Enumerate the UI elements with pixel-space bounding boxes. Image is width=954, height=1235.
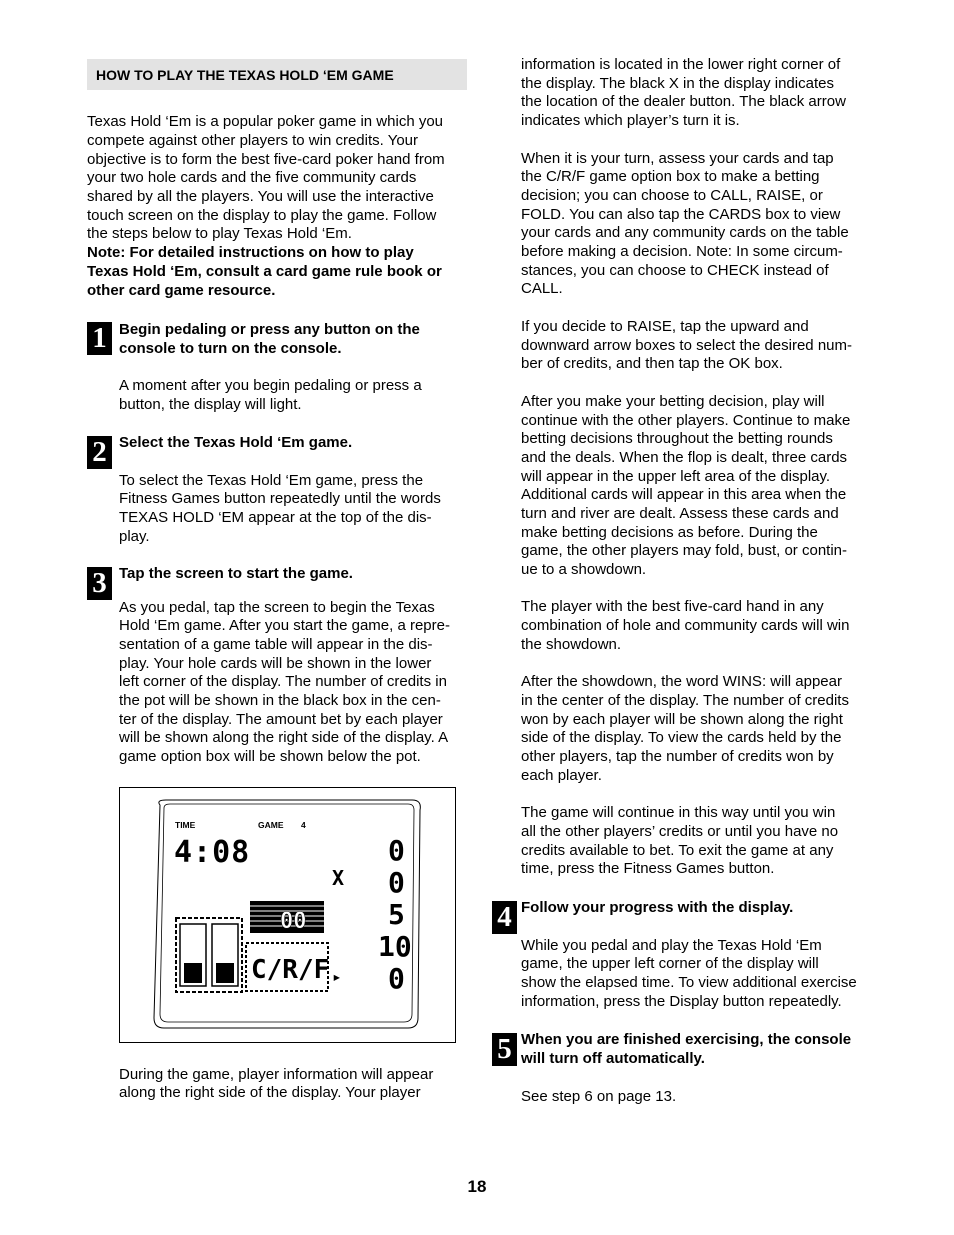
right-line: in the center of the display. The number of credits: [521, 692, 849, 709]
display-game-label: GAME: [258, 820, 284, 830]
step-3-body: play. Your hole cards will be shown in the lower: [119, 655, 432, 672]
right-line: ber of credits, and then tap the OK box.: [521, 355, 783, 372]
step-3-body: game option box will be shown below the pot.: [119, 748, 421, 765]
right-line: After you make your betting decision, play will: [521, 393, 825, 410]
right-line: and the deals. When the flop is dealt, three cards: [521, 449, 848, 466]
note-line: Note: For detailed instructions on how to play: [87, 244, 414, 261]
intro-line: Texas Hold ‘Em is a popular poker game in which you: [87, 113, 444, 130]
right-line: the display. The black X in the display indicates: [521, 75, 834, 92]
intro-line: compete against other players to win credits. Your: [87, 132, 419, 149]
step-1-heading: Begin pedaling or press any button on the: [119, 321, 420, 338]
step-5-heading: When you are finished exercising, the console: [521, 1031, 852, 1048]
right-line: the location of the dealer button. The black arrow: [521, 93, 846, 110]
right-line: will appear in the upper left area of the display.: [521, 468, 831, 485]
step-1-body: A moment after you begin pedaling or press a: [119, 377, 422, 394]
section-title: HOW TO PLAY THE TEXAS HOLD ‘EM GAME: [96, 67, 394, 83]
after-display-text: along the right side of the display. Your player: [119, 1084, 421, 1101]
right-line: combination of hole and community cards will win: [521, 617, 850, 634]
step-1-body: button, the display will light.: [119, 396, 302, 413]
after-display-text: During the game, player information will appear: [119, 1066, 434, 1083]
display-time-label: TIME: [175, 820, 196, 830]
step-4-body: game, the upper left corner of the display will: [521, 955, 819, 972]
intro-line: the steps below to play Texas Hold ‘Em.: [87, 225, 352, 242]
right-line: The player with the best five-card hand in any: [521, 598, 824, 615]
dealer-button-marker: X: [332, 866, 345, 890]
right-line: other players, tap the number of credits won by: [521, 748, 834, 765]
step-2-body: Fitness Games button repeatedly until the words: [119, 490, 441, 507]
step-5-heading: will turn off automatically.: [521, 1050, 705, 1067]
right-line: information is located in the lower right corner of: [521, 56, 841, 73]
step-2-body: To select the Texas Hold ‘Em game, press the: [119, 472, 424, 489]
player-credits: 0: [388, 962, 405, 995]
note-line: Texas Hold ‘Em, consult a card game rule book or: [87, 263, 442, 280]
step-3-body: Hold ‘Em game. After you start the game, a repre-: [119, 617, 450, 634]
step-2-body: TEXAS HOLD ‘EM appear at the top of the dis-: [119, 509, 432, 526]
step-3-body: As you pedal, tap the screen to begin the Texas: [119, 599, 435, 616]
hole-card-suit: [216, 963, 234, 983]
player-credits: 5: [388, 898, 405, 931]
player-credits: 0: [388, 834, 405, 867]
pot-credits: 00: [280, 909, 307, 934]
right-line: time, press the Fitness Games button.: [521, 860, 775, 877]
console-display-illustration: [119, 787, 456, 1043]
right-line: Additional cards will appear in this area when the: [521, 486, 847, 503]
step-5-body: See step 6 on page 13.: [521, 1088, 677, 1105]
right-line: before making a decision. Note: In some circum-: [521, 243, 843, 260]
step-2-body: play.: [119, 528, 150, 545]
right-line: won by each player will be shown along the right: [521, 711, 843, 728]
step-number-5: 5: [492, 1033, 517, 1066]
right-line: CALL.: [521, 280, 563, 297]
player-credits: 0: [388, 866, 405, 899]
step-1-heading: console to turn on the console.: [119, 340, 342, 357]
step-number-4: 4: [492, 901, 517, 934]
step-4-body: show the elapsed time. To view additional exercise: [521, 974, 857, 991]
step-4-body: information, press the Display button repeatedly.: [521, 993, 842, 1010]
step-3-body: left corner of the display. The number of credits in: [119, 673, 447, 690]
intro-line: your two hole cards and the five community cards: [87, 169, 417, 186]
lcd-screen: [120, 788, 454, 1041]
right-line: side of the display. To view the cards held by the: [521, 729, 842, 746]
step-3-heading: Tap the screen to start the game.: [119, 565, 353, 582]
right-line: make betting decisions as before. During the: [521, 524, 818, 541]
right-line: ue to a showdown.: [521, 561, 647, 578]
turn-arrow-icon: ▸: [332, 967, 342, 986]
right-line: your cards and any community cards on the table: [521, 224, 849, 241]
right-line: betting decisions throughout the betting rounds: [521, 430, 833, 447]
right-line: After the showdown, the word WINS: will appear: [521, 673, 842, 690]
option-box-label[interactable]: C/R/F: [251, 955, 330, 985]
note-line: other card game resource.: [87, 282, 276, 299]
step-2-heading: Select the Texas Hold ‘Em game.: [119, 434, 353, 451]
step-3-body: ter of the display. The amount bet by each player: [119, 711, 443, 728]
right-line: downward arrow boxes to select the desired num-: [521, 337, 852, 354]
right-line: credits available to bet. To exit the game at any: [521, 842, 834, 859]
right-line: The game will continue in this way until you win: [521, 804, 836, 821]
intro-line: shared by all the players. You will use the interactive: [87, 188, 434, 205]
display-game-value: 4: [301, 820, 306, 830]
player-credits: 10: [378, 930, 412, 963]
right-line: When it is your turn, assess your cards and tap: [521, 150, 834, 167]
step-number-3: 3: [87, 567, 112, 600]
right-line: stances, you can choose to CHECK instead of: [521, 262, 829, 279]
right-line: all the other players’ credits or until you have no: [521, 823, 839, 840]
step-number-2: 2: [87, 436, 112, 469]
step-4-heading: Follow your progress with the display.: [521, 899, 794, 916]
right-line: the C/R/F game option box to make a betting: [521, 168, 820, 185]
step-3-body: will be shown along the right side of the display. A: [119, 729, 449, 746]
step-number-1: 1: [87, 322, 112, 355]
step-3-body: the pot will be shown in the black box in the cen-: [119, 692, 441, 709]
right-line: If you decide to RAISE, tap the upward and: [521, 318, 809, 335]
right-line: indicates which player’s turn it is.: [521, 112, 740, 129]
intro-line: objective is to form the best five-card poker hand from: [87, 151, 445, 168]
right-line: decision; you can choose to CALL, RAISE, or: [521, 187, 823, 204]
right-line: game, the other players may fold, bust, or contin-: [521, 542, 847, 559]
intro-line: touch screen on the display to play the game. Follow: [87, 207, 437, 224]
right-line: the showdown.: [521, 636, 622, 653]
right-line: turn and river are dealt. Assess these cards and: [521, 505, 839, 522]
hole-card-suit: [184, 963, 202, 983]
right-line: each player.: [521, 767, 602, 784]
section-title-bar: [87, 59, 467, 90]
right-line: FOLD. You can also tap the CARDS box to view: [521, 206, 841, 223]
step-4-body: While you pedal and play the Texas Hold ‘Em: [521, 937, 822, 954]
right-line: continue with the other players. Continue to make: [521, 412, 851, 429]
page-number: 18: [467, 1177, 487, 1196]
display-elapsed-time: 4:08: [174, 835, 251, 870]
step-3-body: sentation of a game table will appear in the dis-: [119, 636, 433, 653]
